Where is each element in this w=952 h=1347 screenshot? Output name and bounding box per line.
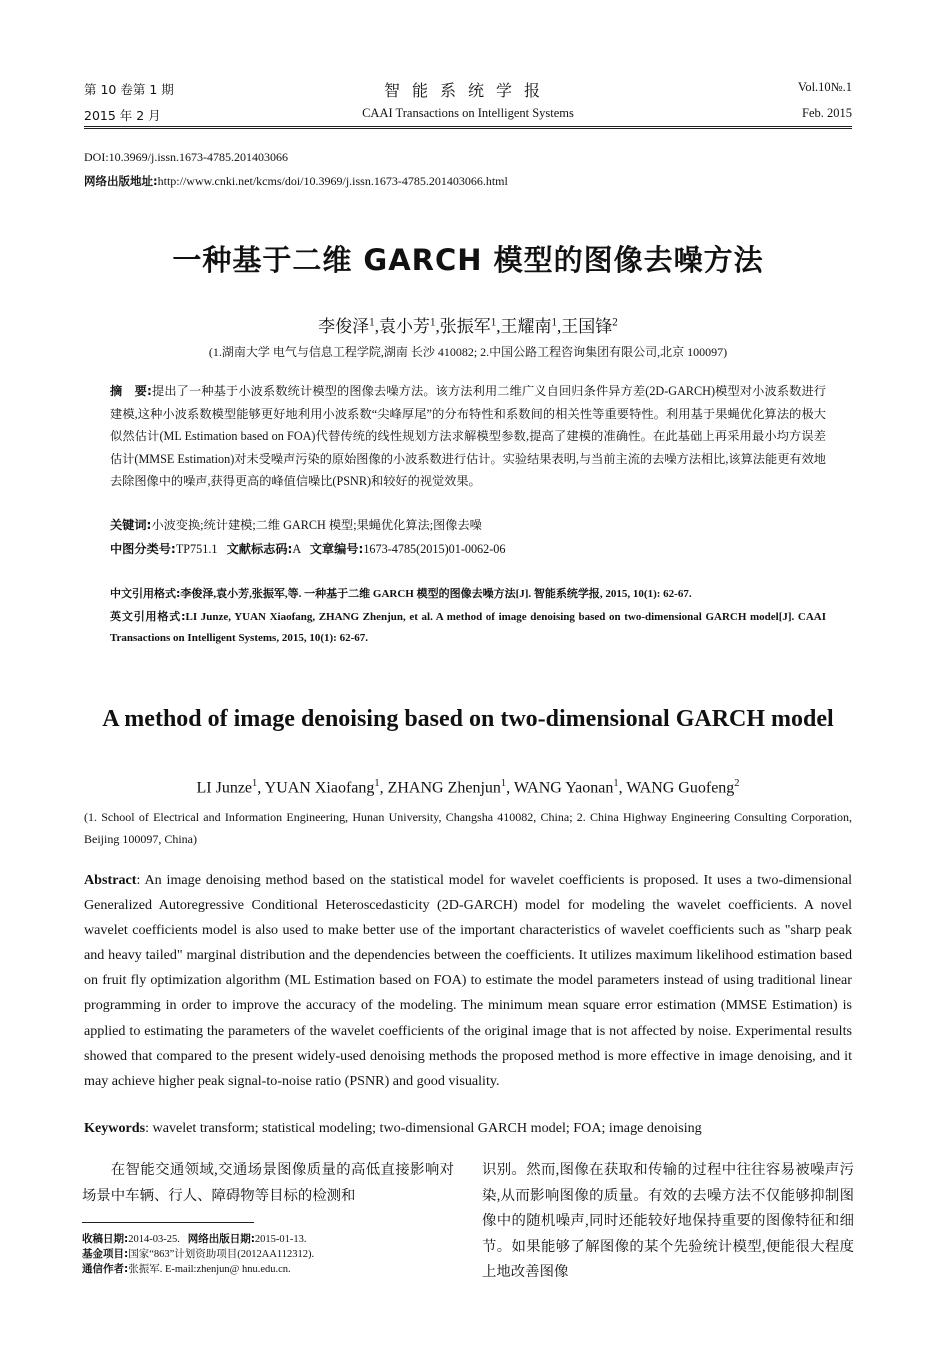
corresponding-label: 通信作者: bbox=[82, 1263, 129, 1275]
keywords-cn-text: 小波变换;统计建模;二维 GARCH 模型;果蝇优化算法;图像去噪 bbox=[151, 518, 482, 532]
footnote-fund bbox=[82, 1247, 462, 1262]
date-cn: 2015 年 2 月 bbox=[84, 108, 161, 123]
online-address-label: 网络出版地址: bbox=[84, 174, 158, 188]
abstract-cn-text: 提出了一种基于小波系数统计模型的图像去噪方法。该方法利用二维广义自回归条件异方差(2D-GARCH)模型对小波系数进行建模,这种小波系数模型能够更好地利用小波系数“尖峰厚尾”的分布特性和系数间的相关性等重要特性。利用基于果蝇优化算法的极大似然估计(ML Estimation based on FOA)代替传统的线性规划方法求解模型参数,提高了建模的准确性。在此基础上再采用最小均方误差估计(MMSE Estimation)对未受噪声污染的原始图像的小波系数进行估计。实验结果表明,与当前主流的去噪方法相比,该算法能更有效地去除图像中的噪声,获得更高的峰值信噪比(PSNR)和较好的视觉效果。 bbox=[110, 384, 827, 489]
affiliation-en: (1. School of Electrical and Information Engineering, Hunan University, Changsha 410082, China; 2. China Highway Engineering Consulting Corporation, Beijing 100097, China) bbox=[84, 810, 852, 846]
online-date: 2015-01-13. bbox=[254, 1234, 307, 1245]
keywords-en-text: : wavelet transform; statistical modeling; two-dimensional GARCH model; FOA; image denoising bbox=[145, 1120, 702, 1136]
author-affil-mark: 1 bbox=[490, 316, 497, 329]
corresponding-text: 张振军. E-mail:zhenjun@ hnu.edu.cn. bbox=[128, 1264, 291, 1275]
abstract-cn-label: 摘 要: bbox=[110, 384, 152, 398]
citation-cn bbox=[110, 583, 826, 606]
footnote-dates bbox=[82, 1232, 462, 1247]
author-affil-mark: 1 bbox=[551, 316, 558, 329]
keywords-cn-label: 关键词: bbox=[110, 518, 152, 532]
abstract-cn bbox=[110, 380, 826, 493]
author-cn: 李俊泽 bbox=[318, 317, 370, 336]
citation-en-text: LI Junze, YUAN Xiaofang, ZHANG Zhenjun, et al. A method of image denoising based on two-dimensional GARCH model[J]. CAAI Transactions on Intelligent Systems, 2015, 10(1): 62-67. bbox=[110, 610, 827, 644]
author-en: WANG Guofeng bbox=[626, 779, 735, 797]
classification-line bbox=[110, 540, 826, 557]
journal-name-en: CAAI Transactions on Intelligent Systems bbox=[362, 106, 574, 120]
article-no-value: 1673-4785(2015)01-0062-06 bbox=[363, 542, 506, 556]
affiliation-cn: (1.湖南大学 电气与信息工程学院,湖南 长沙 410082; 2.中国公路工程咨询集团有限公司,北京 100097) bbox=[208, 345, 728, 359]
fund-label: 基金项目: bbox=[82, 1248, 129, 1260]
abstract-en-text: : An image denoising method based on the statistical model for wavelet coefficients is proposed. It uses a two-dimensional Generalized Autoregressive Conditional Heteroscedasticity (2D-GARCH) model for modeling the wavelet coefficients. A novel wavelet coefficients model is also used to make better use of the important characteristics of wavelet coefficients such as "sharp peak and heavy tailed" marginal distribution and the dependencies between the coefficients. It utilizes maximum likelihood estimation based on fruit fly optimization algorithm (ML Estimation based on FOA) to estimate the model parameters instead of using traditional linear programming in order to improve the accuracy of the modeling. The minimum mean square error estimation (MMSE Estimation) is applied to estimating the parameters of the wavelet coefficients of the original image that is not affected by noise. Experimental results showed that compared to the present widely-used denoising methods the proposed method is more effective in image denoising, and it may achieve higher peak signal-to-noise ratio (PSNR) and good visuality. bbox=[84, 872, 852, 1089]
citation-cn-text: 李俊泽,袁小芳,张振军,等. 一种基于二维 GARCH 模型的图像去噪方法[J]. 智能系统学报, 2015, 10(1): 62-67. bbox=[180, 588, 692, 600]
header-rule-top bbox=[84, 126, 852, 127]
authors-cn: 李俊泽$^1$,袁小芳$^1$,张振军$^1$,王耀南$^1$,王国锋$^2$ bbox=[318, 316, 618, 336]
doi-line: DOI:10.3969/j.issn.1673-4785.201403066 bbox=[84, 150, 288, 164]
article-no-label: 文章编号: bbox=[309, 542, 364, 556]
citation-en-label: 英文引用格式: bbox=[110, 609, 186, 623]
keywords-cn bbox=[110, 516, 826, 533]
author-affil-mark: 1 bbox=[369, 316, 375, 329]
author-affil-mark: 1 bbox=[374, 778, 380, 789]
author-en: ZHANG Zhenjun bbox=[387, 779, 501, 797]
author-affil-mark: 2 bbox=[612, 316, 618, 329]
clc-value: TP751.1 bbox=[175, 542, 218, 556]
running-header-top bbox=[84, 80, 852, 100]
volume-issue-en: Vol.10№.1 bbox=[797, 80, 852, 94]
date-en: Feb. 2015 bbox=[802, 106, 852, 120]
keywords-en-label: Keywords bbox=[84, 1120, 146, 1136]
author-en: LI Junze bbox=[196, 779, 253, 797]
author-affil-mark: 1 bbox=[613, 778, 619, 789]
title-cn: 一种基于二维 GARCH 模型的图像去噪方法 bbox=[172, 243, 764, 277]
citation-cn-label: 中文引用格式: bbox=[110, 587, 181, 600]
header-rule-bottom bbox=[84, 128, 852, 129]
footnote-author bbox=[82, 1262, 462, 1277]
received-label: 收稿日期: bbox=[82, 1233, 129, 1245]
author-en: WANG Yaonan bbox=[513, 779, 614, 797]
authors-en: LI Junze$^1$, YUAN Xiaofang$^1$, ZHANG Zhenjun$^1$, WANG Yaonan$^1$, WANG Guofeng$^2$ bbox=[196, 778, 740, 797]
journal-name-cn: 智能系统学报 bbox=[383, 81, 552, 100]
body-column-left: 在智能交通领域,交通场景图像质量的高低直接影响对场景中车辆、行人、障碍物等目标的检测和 bbox=[82, 1162, 454, 1204]
online-address-line bbox=[84, 173, 508, 189]
doc-code-label: 文献标志码: bbox=[226, 542, 293, 556]
author-cn: 张振军 bbox=[439, 317, 491, 336]
running-header-bottom bbox=[84, 106, 852, 126]
footnote bbox=[82, 1232, 462, 1277]
abstract-en-label: Abstract bbox=[84, 872, 137, 888]
volume-issue-cn: 第 10 卷第 1 期 bbox=[84, 82, 174, 97]
author-affil-mark: 1 bbox=[429, 316, 436, 329]
citation-en bbox=[110, 606, 826, 650]
body-column-right: 识别。然而,图像在获取和传输的过程中往往容易被噪声污染,从而影响图像的质量。有效的去噪方法不仅能够抑制图像中的随机噪声,同时还能较好地保持重要的图像特征和细节。如果能够了解图像的某个先验统计模型,便能很大程度上地改善图像 bbox=[482, 1162, 854, 1280]
online-address-url[interactable]: http://www.cnki.net/kcms/doi/10.3969/j.issn.1673-4785.201403066.html bbox=[157, 174, 508, 188]
received-date: 2014-03-25. bbox=[128, 1234, 180, 1245]
abstract-en bbox=[84, 868, 852, 1094]
citation-block bbox=[110, 583, 826, 650]
author-affil-mark: 1 bbox=[252, 778, 258, 789]
clc-label: 中图分类号: bbox=[110, 542, 176, 556]
footnote-rule bbox=[82, 1222, 254, 1223]
author-en: YUAN Xiaofang bbox=[264, 779, 375, 797]
online-date-label: 网络出版日期: bbox=[187, 1233, 255, 1245]
keywords-en bbox=[84, 1120, 852, 1137]
title-en: A method of image denoising based on two-dimensional GARCH model bbox=[102, 706, 834, 732]
fund-text: 国家“863”计划资助项目(2012AA112312). bbox=[128, 1249, 315, 1260]
doc-code-value: A bbox=[292, 542, 301, 556]
author-affil-mark: 2 bbox=[734, 778, 740, 789]
author-affil-mark: 1 bbox=[500, 778, 507, 789]
author-cn: 王国锋 bbox=[561, 317, 613, 336]
author-cn: 袁小芳 bbox=[378, 317, 430, 336]
author-cn: 王耀南 bbox=[500, 317, 552, 336]
